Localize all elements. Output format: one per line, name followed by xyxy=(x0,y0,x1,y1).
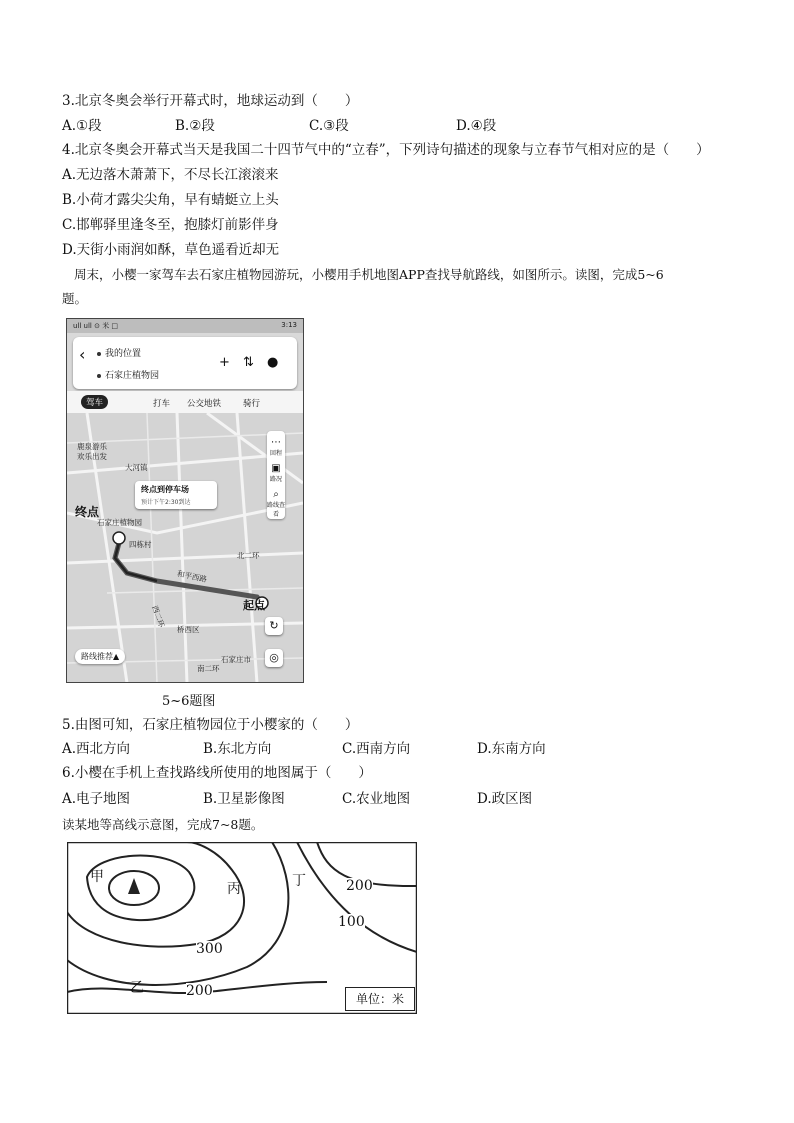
map-label: 大河镇 xyxy=(125,463,148,472)
q3-option-d: D.④段 xyxy=(456,118,497,134)
status-signal: ull ull ⊙ 米 □ xyxy=(73,322,119,330)
contour-value: 200 xyxy=(346,878,373,894)
q4-option-b: B.小荷才露尖尖角，早有蜻蜓立上头 xyxy=(62,192,279,208)
map-label: 北二环 xyxy=(237,551,260,560)
side-item-return: 回程 xyxy=(269,450,282,457)
contour-value: 100 xyxy=(338,914,365,930)
q3-option-b: B.②段 xyxy=(175,118,215,134)
route-recommend-button: 路线推荐▲ xyxy=(75,649,125,664)
contour-value: 200 xyxy=(186,983,213,999)
q5-option-a: A.西北方向 xyxy=(62,741,131,757)
q5-option-d: D.东南方向 xyxy=(477,741,546,757)
q6-option-c: C.农业地图 xyxy=(342,791,411,807)
microphone-icon: ● xyxy=(267,355,279,370)
figure-caption-5-6: 5~6题图 xyxy=(162,694,216,709)
more-icon: ⋯ xyxy=(271,437,281,448)
map-label: 西二环 xyxy=(150,604,167,629)
origin-field: 我的位置 xyxy=(97,346,141,359)
parking-popup xyxy=(135,481,217,509)
q6-option-a: A.电子地图 xyxy=(62,791,131,807)
travel-mode-tabs xyxy=(67,391,303,413)
map-label: 石家庄市 xyxy=(221,655,251,664)
tab-transit: 公交地铁 xyxy=(187,399,222,409)
q3-option-c: C.③段 xyxy=(309,118,349,134)
traffic-icon: ▣ xyxy=(271,463,281,474)
status-time: 3:13 xyxy=(281,321,297,329)
intro-5-6-line1: 周末，小樱一家驾车去石家庄植物园游玩，小樱用手机地图APP查找导航路线，如图所示。读图，完成5~6 xyxy=(74,267,664,282)
add-stop-icon: + xyxy=(219,355,230,370)
q5-option-b: B.东北方向 xyxy=(203,741,272,757)
q6-option-b: B.卫星影像图 xyxy=(203,791,285,807)
q4-option-c: C.邯郸驿里逢冬至，抱膝灯前影伴身 xyxy=(62,217,279,233)
tab-taxi: 打车 xyxy=(153,399,171,409)
contour-label-yi: 乙 xyxy=(130,980,144,996)
side-item-view: 路线查看 xyxy=(267,502,286,518)
contour-unit-box: 单位：米 xyxy=(345,987,415,1011)
q6-stem: 6.小樱在手机上查找路线所使用的地图属于（ ） xyxy=(62,765,372,781)
destination-field: 石家庄植物园 xyxy=(97,368,159,381)
q4-stem: 4.北京冬奥会开幕式当天是我国二十四节气中的“立春”，下列诗句描述的现象与立春节气相对应的是（ ） xyxy=(62,142,710,158)
contour-label-jia: 甲 xyxy=(90,869,104,885)
map-label: 桥西区 xyxy=(177,625,200,634)
q6-option-d: D.政区图 xyxy=(477,791,533,807)
phone-map-screenshot xyxy=(66,318,304,683)
contour-label-bing: 丙 xyxy=(227,881,241,897)
contour-value: 300 xyxy=(196,941,223,957)
back-icon: ‹ xyxy=(79,345,86,364)
map-label: 南二环 xyxy=(197,664,220,673)
refresh-icon: ↻ xyxy=(265,617,283,635)
end-label: 终点 xyxy=(75,505,100,519)
popup-eta: 预计下午2:30到达 xyxy=(141,499,191,506)
intro-7-8: 读某地等高线示意图，完成7~8题。 xyxy=(62,817,264,832)
q4-option-d: D.天街小雨润如酥，草色遥看近却无 xyxy=(62,242,280,258)
side-item-traffic: 路况 xyxy=(269,476,282,483)
q5-stem: 5.由图可知，石家庄植物园位于小樱家的（ ） xyxy=(62,717,359,733)
intro-5-6-line2: 题。 xyxy=(62,291,88,306)
swap-icon: ⇅ xyxy=(243,355,254,370)
route-search-card xyxy=(73,337,297,389)
map-label: 欢乐出发 xyxy=(77,452,107,461)
q3-option-a: A.①段 xyxy=(62,118,102,134)
q3-stem: 3.北京冬奥会举行开幕式时，地球运动到（ ） xyxy=(62,93,359,109)
popup-title: 终点到停车场 xyxy=(141,485,189,494)
map-label: 四栋村 xyxy=(129,540,152,549)
tab-bike: 骑行 xyxy=(243,399,261,409)
q4-option-a: A.无边落木萧萧下，不尽长江滚滚来 xyxy=(62,167,279,183)
q5-option-c: C.西南方向 xyxy=(342,741,411,757)
tab-drive: 驾车 xyxy=(81,395,108,409)
locate-icon: ◎ xyxy=(265,649,283,667)
map-side-toolbar xyxy=(267,431,285,519)
start-label: 起点 xyxy=(243,599,265,612)
search-icon: ⌕ xyxy=(273,489,279,500)
map-label: 石家庄植物园 xyxy=(97,518,142,527)
contour-label-ding: 丁 xyxy=(292,873,306,889)
status-bar xyxy=(67,319,303,333)
end-marker xyxy=(113,532,125,544)
map-label: 和平西路 xyxy=(176,568,208,585)
map-label: 鹿泉游乐 xyxy=(77,442,107,451)
